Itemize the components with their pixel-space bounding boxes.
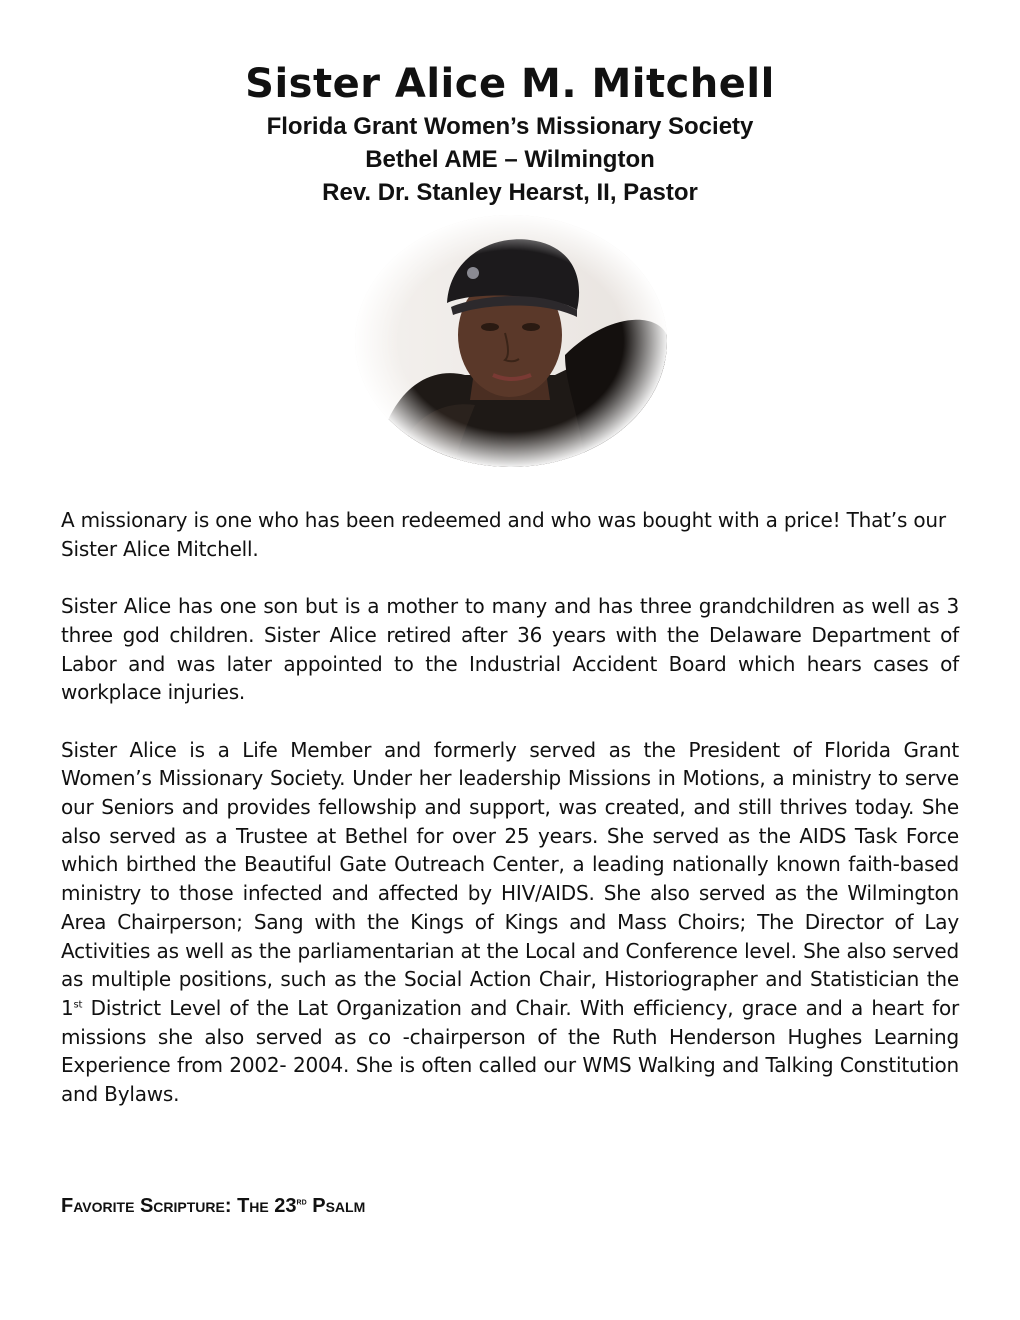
bio-service-text-end: District Level of the Lat Organization and Chair. With efficiency, grace and a heart for missions she also served as co -chairperson of the Ruth Henderson Hughes Learning Experience from 2002- 2004. She is often called our WMS Walking and Talking Constitution and Bylaws.	[61, 995, 959, 1107]
bio-paragraph-family: Sister Alice has one son but is a mother to many and has three grandchildren as well as 3 three god children. Sister Alice retired after 36 years with the Delaware Department of Labor and was later appointed to the Industrial Accident Board which hears cases of workplace injuries.	[61, 594, 959, 705]
scripture-superscript: rd	[296, 1196, 307, 1208]
bio-paragraph-intro: A missionary is one who has been redeemed and who was bought with a price! That’s our Sister Alice Mitchell.	[61, 508, 946, 561]
scripture-label: Favorite Scripture: The 23	[61, 1195, 297, 1217]
bio-paragraph-service	[61, 736, 959, 1109]
page-title: Sister Alice M. Mitchell	[245, 61, 775, 107]
church-name: Bethel AME – Wilmington	[365, 146, 655, 173]
scripture-tail: Psalm	[306, 1195, 366, 1217]
pastor-name: Rev. Dr. Stanley Hearst, II, Pastor	[322, 179, 698, 206]
portrait-photo	[355, 215, 667, 467]
portrait-illustration	[355, 215, 667, 467]
biography	[61, 506, 959, 1137]
society-name: Florida Grant Women’s Missionary Society	[266, 113, 754, 140]
page-header	[0, 58, 1020, 209]
favorite-scripture	[61, 1193, 365, 1219]
bio-service-superscript: st	[73, 999, 83, 1011]
bio-service-text-start: Sister Alice is a Life Member and formerly served as the President of Florida Grant Women’s Missionary Society. Under her leadership Missions in Motions, a ministry to serve our Seniors and provides fellowship and support, was created, and still thrives today. She also served as a Trustee at Bethel for over 25 years. She served as the AIDS Task Force which birthed the Beautiful Gate Outreach Center, a leading nationally known faith-based ministry to those infected and affected by HIV/AIDS. She also served as the Wilmington Area Chairperson; Sang with the Kings of Kings and Mass Choirs; The Director of Lay Activities as well as the parliamentarian at the Local and Conference level. She also served as multiple positions, such as the Social Action Chair, Historiographer and Statistician the 1	[61, 737, 959, 1020]
